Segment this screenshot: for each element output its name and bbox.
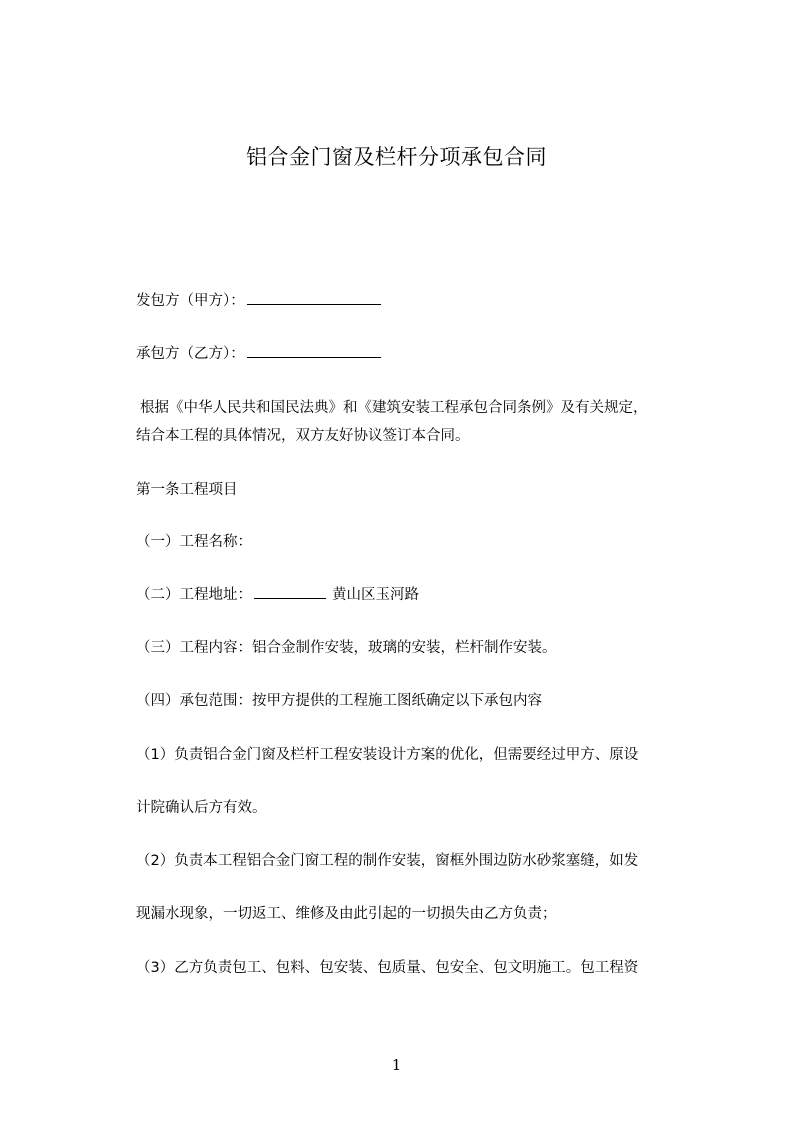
party-a-label: 发包方（甲方）： — [136, 293, 245, 309]
party-b-label: 承包方（乙方）： — [136, 346, 245, 362]
scope-2-line-2: 现漏水现象，一切返工、维修及由此引起的一切损失由乙方负责； — [136, 906, 557, 922]
item-2-project-address — [136, 584, 419, 606]
party-b-blank[interactable] — [247, 343, 381, 358]
scope-1-line-1: （1）负责铝合金门窗及栏杆工程安装设计方案的优化，但需要经过甲方、原设 — [136, 747, 639, 763]
party-b-line — [136, 343, 381, 365]
item-4-scope: （四）承包范围：按甲方提供的工程施工图纸确定以下承包内容 — [136, 693, 542, 709]
preamble-line-2: 结合本工程的具体情况，双方友好协议签订本合同。 — [136, 428, 470, 444]
item-3-project-content: （三）工程内容：铝合金制作安装，玻璃的安装，栏杆制作安装。 — [136, 640, 557, 656]
item-2-label: （二）工程地址： — [136, 587, 252, 603]
scope-3-line-1: （3）乙方负责包工、包料、包安装、包质量、包安全、包文明施工。包工程资 — [136, 960, 639, 976]
page-number: 1 — [391, 1056, 402, 1074]
scope-1-line-2: 计院确认后方有效。 — [136, 800, 267, 816]
item-2-value: 黄山区玉河路 — [332, 587, 419, 603]
scope-2-line-1: （2）负责本工程铝合金门窗工程的制作安装，窗框外围边防水砂浆塞缝，如发 — [136, 853, 639, 869]
article-1-heading: 第一条工程项目 — [136, 482, 238, 498]
preamble-line-1: 根据《中华人民共和国民法典》和《建筑安装工程承包合同条例》及有关规定， — [140, 400, 648, 416]
party-a-blank[interactable] — [247, 290, 381, 305]
document-title: 铝合金门窗及栏杆分项承包合同 — [246, 145, 547, 169]
item-1-project-name: （一）工程名称： — [136, 534, 252, 550]
party-a-line — [136, 290, 381, 312]
address-blank[interactable] — [254, 584, 326, 599]
